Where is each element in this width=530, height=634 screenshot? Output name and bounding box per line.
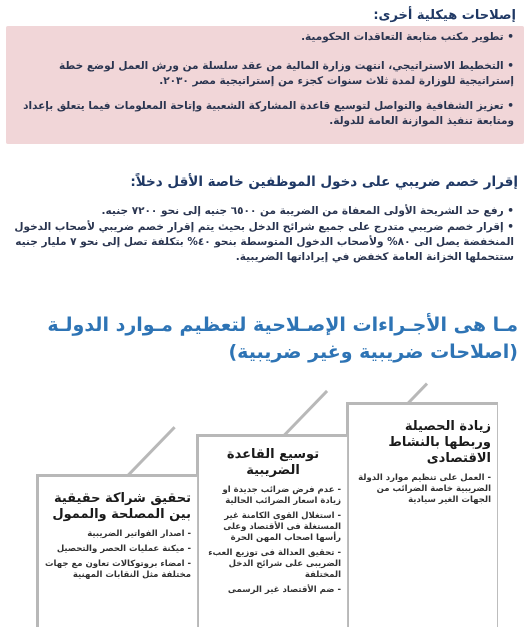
step-title: تحقيق شراكة حقيقية بين المصلحة والممول <box>52 491 191 522</box>
section1-item: • تعزيز الشفافية والتواصل لتوسيع قاعدة المشاركة الشعبية وإتاحة المعلومات فيما يتعلق بإعداد ومتابعة تنفيذ الموازنة العامة للدولة. <box>23 100 514 127</box>
step-list <box>349 473 497 506</box>
section2-list <box>14 204 514 266</box>
section1-box <box>6 26 524 144</box>
section2-item: • إقرار خصم ضريبي متدرج على جميع شرائح الدخل بحيث يتم إقرار خصم ضريبي لأصحاب الدخول المنخفضة يصل الى ٨٠% ولأصحاب الدخول المتوسطة بنحو ٤٠% بتكلفة تصل إلى نحو ٧ مليار جنيه ستتحملها الخزانة العامة كخفض في إيراداتها الضريبية. <box>14 221 514 263</box>
step-item: - ميكنة عمليات الحصر والتحصيل <box>56 544 191 554</box>
step-box-partnership <box>36 474 198 627</box>
step-item: - امضاء بروتوكالات تعاون مع جهات مختلفة مثل النقابات المهنية <box>45 559 191 580</box>
step-box-revenue <box>346 402 498 627</box>
section1-list <box>6 26 524 129</box>
step-item: - ضم الأقتصاد غير الرسمى <box>227 585 341 595</box>
step-box-tax-base <box>196 434 348 627</box>
section2-item: • رفع حد الشريحة الأولى المعفاة من الضريبة من ٦٥٠٠ جنيه إلى نحو ٧٢٠٠ جنيه. <box>101 205 514 217</box>
step-item: - اصدار الفواتير الضريبية <box>87 529 191 539</box>
step-title: توسيع القاعدة الضريبية <box>226 447 320 478</box>
step-item: - العمل على تنظيم موارد الدولة الضريبية خاصة الضرائب من الجهات الغير سيادية <box>358 473 491 505</box>
step-item: - تحقيق العدالة فى توزيع العبء الضريبى على شرائح الدخل المختلفة <box>208 548 341 580</box>
step-title: زيادة الحصيلة وربطها بالنشاط الاقتصادى <box>388 419 491 466</box>
section1-item: • التخطيط الاستراتيجي، انتهت وزارة المالية من عقد سلسلة من ورش العمل لوضع خطة إستراتيجية للوزارة لمدة ثلاث سنوات كجزء من إستراتيجية مصر ٢٠٣٠. <box>59 60 514 87</box>
connector-line <box>125 426 176 478</box>
section1-item: • تطوير مكتب متابعة التعاقدات الحكومية. <box>301 31 514 43</box>
step-list <box>39 529 197 581</box>
step-list <box>199 485 347 596</box>
section1-heading: إصلاحات هيكلية أخرى: <box>373 8 516 23</box>
step-item: - عدم فرض ضرائب جديدة او زيادة اسعار الضرائب الحالية <box>222 485 341 506</box>
section3-heading: مـا هى الأجـراءات الإصـلاحية لتعظيم مـوارد الدولـة (اصلاحات ضريبية وغير ضريبية) <box>47 314 518 363</box>
connector-line <box>283 390 328 437</box>
staircase-diagram <box>26 384 496 624</box>
section2-heading: إقرار خصم ضريبي على دخول الموظفين خاصة الأقل دخلاً: <box>130 174 518 190</box>
step-item: - استغلال القوى الكامنة غير المستغلة فى الأقتصاد وعلى رأسها اصحاب المهن الحرة <box>223 511 341 543</box>
